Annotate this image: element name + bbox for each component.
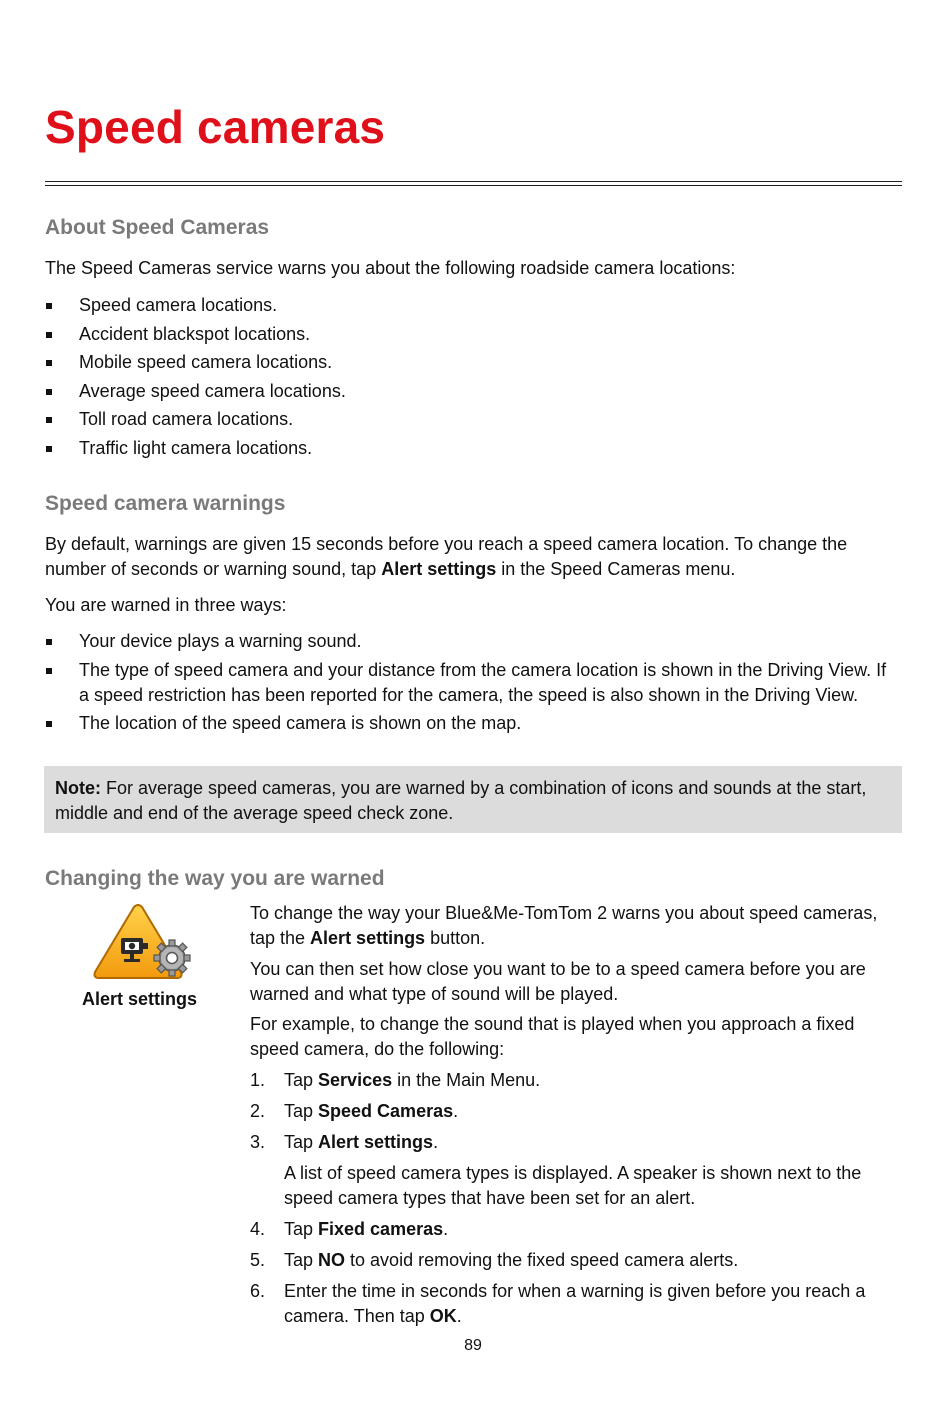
list-item: Accident blackspot locations.	[45, 322, 899, 347]
bullet-icon	[46, 668, 52, 674]
changing-p2: You can then set how close you want to be to a speed camera before you are warned and what type of sound will be played.	[250, 959, 866, 1004]
step-item: 5. Tap NO to avoid removing the fixed speed camera alerts.	[250, 1250, 739, 1270]
bullet-icon	[46, 417, 52, 423]
list-item: Toll road camera locations.	[45, 407, 899, 432]
about-heading: About Speed Cameras	[45, 216, 270, 239]
list-item: The type of speed camera and your distance from the camera location is shown in the Driving View. If a speed restriction has been reported for the camera, the speed is also shown in the Driving View.	[45, 658, 899, 708]
title-rule-bottom	[45, 185, 902, 186]
bullet-icon	[46, 389, 52, 395]
changing-p1: To change the way your Blue&Me-TomTom 2 warns you about speed cameras, tap the Alert settings button.	[250, 903, 878, 948]
step-item: 1. Tap Services in the Main Menu.	[250, 1070, 541, 1090]
list-item: Your device plays a warning sound.	[45, 629, 899, 654]
note-text: Note: For average speed cameras, you are warned by a combination of icons and sounds at the start, middle and end of the average speed check zone.	[55, 778, 867, 823]
bullet-icon	[46, 360, 52, 366]
steps-list	[250, 1068, 890, 1335]
step-item: 2. Tap Speed Cameras.	[250, 1101, 459, 1121]
warnings-heading: Speed camera warnings	[45, 492, 286, 515]
page-title: Speed cameras	[45, 101, 386, 153]
warnings-intro: By default, warnings are given 15 seconds before you reach a speed camera location. To change the number of seconds or warning sound, tap Alert settings in the Speed Cameras menu.	[45, 534, 848, 579]
step-item: 6. Enter the time in seconds for when a warning is given before you reach a camera. Then tap OK.	[250, 1281, 866, 1326]
list-item: Traffic light camera locations.	[45, 436, 899, 461]
note-box	[44, 766, 902, 833]
alert-settings-button[interactable]	[86, 904, 196, 982]
changing-heading: Changing the way you are warned	[45, 867, 385, 890]
page-number: 89	[464, 1337, 482, 1354]
warning-triangle-camera-gear-icon	[86, 904, 196, 982]
warnings-ways: You are warned in three ways:	[45, 595, 287, 615]
warnings-list	[45, 629, 899, 736]
bullet-icon	[46, 721, 52, 727]
bullet-icon	[46, 303, 52, 309]
note-label: Note:	[55, 778, 101, 798]
about-list	[45, 293, 899, 461]
title-rule-top	[45, 181, 902, 182]
alert-settings-label: Alert settings	[82, 989, 198, 1009]
changing-p3: For example, to change the sound that is played when you approach a fixed speed camera, do the following:	[250, 1014, 855, 1059]
bullet-icon	[46, 639, 52, 645]
list-item: Speed camera locations.	[45, 293, 899, 318]
list-item: Average speed camera locations.	[45, 379, 899, 404]
step-item: 3. Tap Alert settings. A list of speed camera types is displayed. A speaker is shown next to the speed camera types that have been set for an alert.	[250, 1130, 890, 1211]
about-intro: The Speed Cameras service warns you about the following roadside camera locations:	[45, 258, 736, 278]
list-item: The location of the speed camera is shown on the map.	[45, 711, 899, 736]
bullet-icon	[46, 446, 52, 452]
list-item: Mobile speed camera locations.	[45, 350, 899, 375]
bullet-icon	[46, 332, 52, 338]
alert-settings-ref: Alert settings	[381, 559, 497, 579]
step-item: 4. Tap Fixed cameras.	[250, 1219, 449, 1239]
step-note: A list of speed camera types is displayed. A speaker is shown next to the speed camera types that have been set for an alert.	[284, 1163, 862, 1208]
